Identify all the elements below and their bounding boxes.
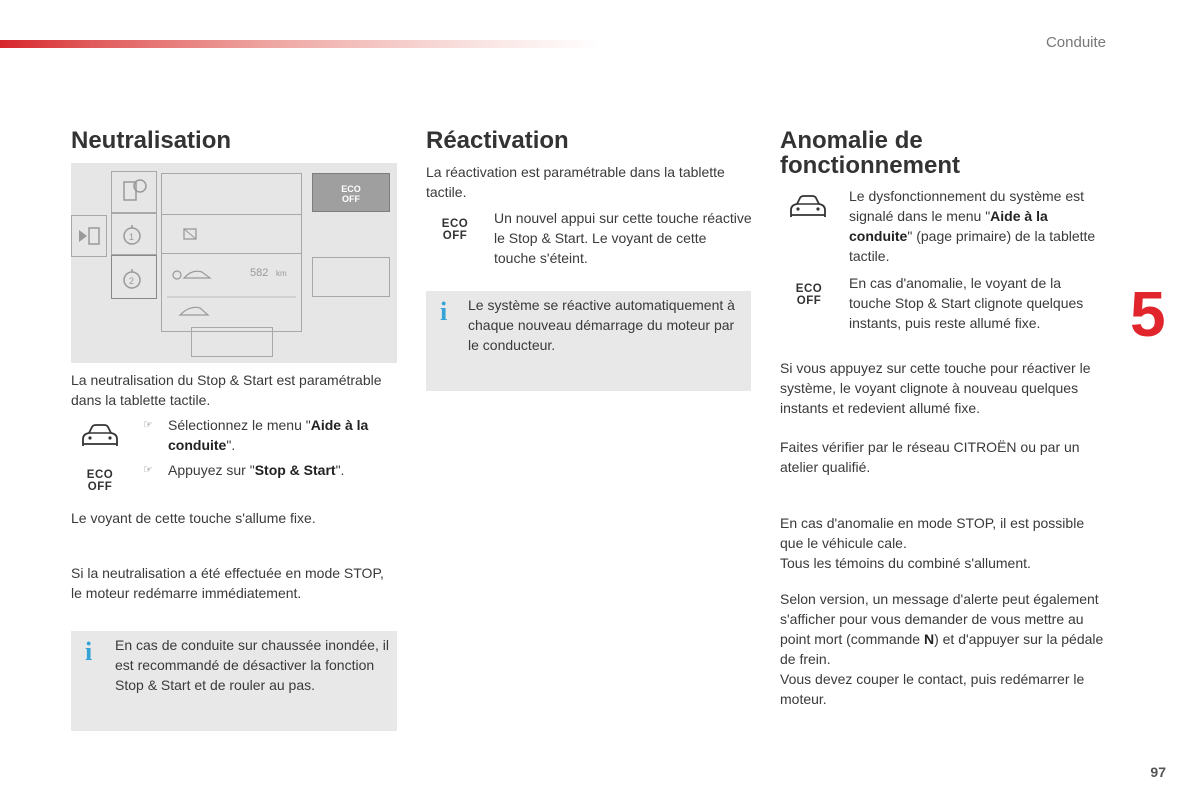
chapter-number: 5: [1130, 278, 1166, 350]
neutralisation-step-1: [143, 415, 398, 455]
tablet-screen-illustration: [71, 163, 397, 363]
step2-text-post: ".: [335, 462, 345, 478]
anomaly-paragraph-4-bold: N: [923, 631, 935, 647]
tablet-bottom-button: [191, 327, 273, 357]
off-label: OFF: [442, 230, 468, 242]
car-trip-icon: [162, 253, 301, 331]
eco-label: ECO: [795, 283, 823, 295]
reactivation-info-text: Le système se réactive automatiquement à chaque nouveau démarrage du moteur par le conducteur.: [468, 297, 735, 353]
neutralisation-led-paragraph: Le voyant de cette touche s'allume fixe.: [71, 510, 316, 526]
tablet-center-low: [161, 253, 302, 332]
off-label: OFF: [796, 295, 822, 307]
eco-label: ECO: [441, 218, 469, 230]
tablet-center-mid: [161, 213, 302, 254]
eco-off-icon: [437, 218, 473, 242]
tablet-distance: 582: [250, 267, 269, 279]
eco-off-icon: [82, 469, 118, 493]
tablet-right-panel: [312, 257, 390, 297]
anomaly-item-1: [849, 186, 1101, 266]
bullet-icon: ☞: [143, 464, 153, 476]
anomaly-paragraph-1: Si vous appuyez sur cette touche pour réactiver le système, le voyant clignote à nouveau quelques instants et redevient allumé fixe.: [780, 360, 1091, 416]
stopwatch-1-icon: [112, 214, 156, 254]
tablet-center-top: [161, 173, 302, 215]
page-number: 97: [1150, 764, 1166, 780]
neutralisation-info-text: En cas de conduite sur chaussée inondée, il est recommandé de désactiver la fonction Stop & Start et de rouler au pas.: [115, 637, 389, 693]
tablet-back-panel: [71, 215, 107, 257]
reactivation-intro: La réactivation est paramétrable dans la tablette tactile.: [426, 164, 725, 200]
tablet-panel-top-left: [111, 171, 157, 213]
anomaly-title-line-1: Anomalie de: [780, 127, 923, 154]
anomaly-paragraph-3: [780, 513, 1110, 573]
reactivation-step: Un nouvel appui sur cette touche réactive le Stop & Start. Le voyant de cette touche s'éteint.: [494, 210, 752, 266]
anomaly-paragraph-3a: En cas d'anomalie en mode STOP, il est possible que le véhicule cale.: [780, 515, 1085, 551]
anomaly-paragraph-4-pre: Selon version, un message d'alerte peut également s'afficher pour vous demander de vous mettre au point mort (commande: [780, 591, 1099, 647]
tablet-eco-off-button: [312, 173, 390, 212]
bullet-icon: ☞: [143, 419, 153, 431]
neutralisation-intro: La neutralisation du Stop & Start est paramétrable dans la tablette tactile.: [71, 372, 382, 408]
reactivation-title: Réactivation: [426, 127, 569, 154]
stop-start-settings-icon: [112, 172, 156, 212]
eco-label: ECO: [86, 469, 114, 481]
anomaly-item-1-bold: Aide à la conduite: [849, 208, 1048, 244]
tablet-panel-mid-left: [111, 213, 157, 255]
tablet-panel-low-left: [111, 255, 157, 299]
exit-arrow-icon: [72, 216, 106, 256]
stopwatch-2-icon: [112, 256, 156, 298]
step1-text-pre: Sélectionnez le menu ": [168, 417, 311, 433]
svg-text:2: 2: [129, 276, 135, 286]
anomaly-paragraph-4-post: ) et d'appuyer sur la pédale de frein.: [780, 631, 1104, 667]
anomaly-title: [780, 128, 960, 178]
neutralisation-step-2: [143, 460, 398, 480]
neutralisation-stop-paragraph: Si la neutralisation a été effectuée en mode STOP, le moteur redémarre immédiatement.: [71, 565, 384, 601]
anomaly-title-line-2: fonctionnement: [780, 152, 960, 179]
off-label: OFF: [87, 481, 113, 493]
anomaly-paragraph-3b: Tous les témoins du combiné s'allument.: [780, 555, 1031, 571]
eco-off-icon: [791, 283, 827, 307]
tablet-eco-label: ECO: [341, 184, 361, 194]
mail-icon: [162, 213, 301, 253]
anomaly-paragraph-2: Faites vérifier par le réseau CITROËN ou par un atelier qualifié.: [780, 439, 1080, 475]
step1-text-post: ".: [226, 437, 236, 453]
neutralisation-title: Neutralisation: [71, 127, 232, 154]
section-label: Conduite: [1045, 34, 1106, 51]
driving-aid-car-icon: [788, 193, 828, 221]
anomaly-item-1-post: " (page primaire) de la tablette tactile.: [849, 228, 1096, 264]
step2-text-pre: Appuyez sur ": [168, 462, 255, 478]
step1-text-bold: Aide à la conduite: [168, 417, 369, 453]
info-icon: i: [440, 297, 448, 326]
driving-aid-car-icon: [80, 422, 120, 450]
svg-text:1: 1: [129, 232, 135, 242]
anomaly-paragraph-4: [780, 589, 1110, 709]
neutralisation-info-box: [71, 631, 397, 731]
info-icon: i: [85, 637, 93, 666]
anomaly-item-1-pre: Le dysfonctionnement du système est signalé dans le menu ": [849, 188, 1085, 224]
anomaly-item-2: En cas d'anomalie, le voyant de la touche Stop & Start clignote quelques instants, puis reste allumé fixe.: [849, 275, 1084, 331]
step2-text-bold: Stop & Start: [254, 462, 336, 478]
tablet-distance-unit: km: [276, 269, 287, 278]
header-accent-bar: [0, 40, 600, 48]
reactivation-info-box: [426, 291, 751, 391]
anomaly-paragraph-4b: Vous devez couper le contact, puis redémarrer le moteur.: [780, 671, 1085, 707]
tablet-off-label: OFF: [342, 194, 360, 204]
